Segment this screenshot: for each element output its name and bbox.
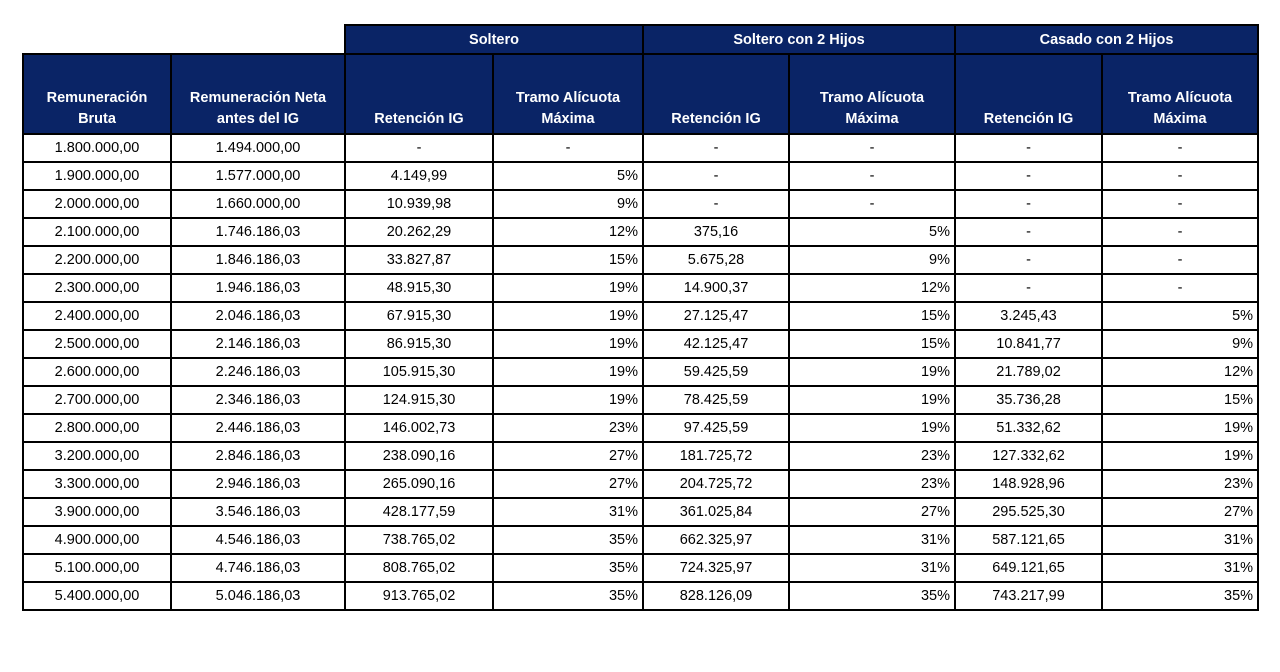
table-row bbox=[23, 246, 1258, 274]
cell-tramo-casado-2-hijos: - bbox=[1102, 134, 1258, 162]
cell-retencion-casado-2-hijos: 51.332,62 bbox=[955, 414, 1102, 442]
cell-tramo-soltero-2-hijos: 19% bbox=[789, 414, 955, 442]
cell-retencion-casado-2-hijos: - bbox=[955, 190, 1102, 218]
cell-tramo-soltero-2-hijos: 12% bbox=[789, 274, 955, 302]
cell-retencion-casado-2-hijos: 587.121,65 bbox=[955, 526, 1102, 554]
table-row bbox=[23, 218, 1258, 246]
cell-tramo-soltero: 19% bbox=[493, 386, 643, 414]
cell-tramo-casado-2-hijos: 31% bbox=[1102, 554, 1258, 582]
cell-retencion-soltero-2-hijos: 97.425,59 bbox=[643, 414, 789, 442]
cell-retencion-soltero-2-hijos: 27.125,47 bbox=[643, 302, 789, 330]
cell-remuneracion-bruta: 3.200.000,00 bbox=[23, 442, 171, 470]
cell-remuneracion-neta: 2.146.186,03 bbox=[171, 330, 345, 358]
table-row bbox=[23, 330, 1258, 358]
cell-retencion-soltero-2-hijos: 181.725,72 bbox=[643, 442, 789, 470]
group-header-blank bbox=[23, 25, 345, 54]
group-header-soltero-2-hijos: Soltero con 2 Hijos bbox=[643, 25, 955, 54]
cell-tramo-casado-2-hijos: 23% bbox=[1102, 470, 1258, 498]
cell-tramo-casado-2-hijos: 5% bbox=[1102, 302, 1258, 330]
group-header-casado-2-hijos: Casado con 2 Hijos bbox=[955, 25, 1258, 54]
cell-remuneracion-neta: 1.577.000,00 bbox=[171, 162, 345, 190]
cell-tramo-soltero-2-hijos: 19% bbox=[789, 386, 955, 414]
cell-remuneracion-neta: 1.946.186,03 bbox=[171, 274, 345, 302]
cell-tramo-casado-2-hijos: 31% bbox=[1102, 526, 1258, 554]
cell-retencion-casado-2-hijos: 3.245,43 bbox=[955, 302, 1102, 330]
cell-remuneracion-bruta: 2.300.000,00 bbox=[23, 274, 171, 302]
column-header-remuneracion-bruta: Remuneración Bruta bbox=[23, 54, 171, 134]
cell-tramo-casado-2-hijos: - bbox=[1102, 190, 1258, 218]
table-row bbox=[23, 386, 1258, 414]
cell-remuneracion-neta: 5.046.186,03 bbox=[171, 582, 345, 610]
cell-remuneracion-bruta: 2.700.000,00 bbox=[23, 386, 171, 414]
cell-retencion-casado-2-hijos: 127.332,62 bbox=[955, 442, 1102, 470]
cell-tramo-soltero-2-hijos: 5% bbox=[789, 218, 955, 246]
cell-tramo-casado-2-hijos: 19% bbox=[1102, 442, 1258, 470]
cell-tramo-soltero-2-hijos: 35% bbox=[789, 582, 955, 610]
cell-remuneracion-neta: 2.246.186,03 bbox=[171, 358, 345, 386]
cell-tramo-soltero: 5% bbox=[493, 162, 643, 190]
cell-retencion-soltero: 738.765,02 bbox=[345, 526, 493, 554]
cell-remuneracion-neta: 3.546.186,03 bbox=[171, 498, 345, 526]
cell-retencion-soltero-2-hijos: 361.025,84 bbox=[643, 498, 789, 526]
table-row bbox=[23, 498, 1258, 526]
cell-tramo-casado-2-hijos: - bbox=[1102, 274, 1258, 302]
cell-retencion-soltero: 146.002,73 bbox=[345, 414, 493, 442]
table-row bbox=[23, 190, 1258, 218]
cell-remuneracion-bruta: 4.900.000,00 bbox=[23, 526, 171, 554]
cell-remuneracion-neta: 4.746.186,03 bbox=[171, 554, 345, 582]
cell-tramo-casado-2-hijos: 19% bbox=[1102, 414, 1258, 442]
cell-retencion-soltero-2-hijos: 662.325,97 bbox=[643, 526, 789, 554]
income-tax-table bbox=[22, 24, 1259, 611]
cell-remuneracion-neta: 1.746.186,03 bbox=[171, 218, 345, 246]
cell-tramo-soltero: 9% bbox=[493, 190, 643, 218]
cell-retencion-soltero-2-hijos: 828.126,09 bbox=[643, 582, 789, 610]
cell-retencion-soltero: 808.765,02 bbox=[345, 554, 493, 582]
cell-tramo-soltero-2-hijos: - bbox=[789, 162, 955, 190]
cell-retencion-casado-2-hijos: - bbox=[955, 162, 1102, 190]
cell-retencion-casado-2-hijos: - bbox=[955, 218, 1102, 246]
cell-remuneracion-bruta: 5.400.000,00 bbox=[23, 582, 171, 610]
cell-remuneracion-neta: 1.660.000,00 bbox=[171, 190, 345, 218]
cell-remuneracion-neta: 1.846.186,03 bbox=[171, 246, 345, 274]
cell-tramo-soltero: 35% bbox=[493, 526, 643, 554]
cell-tramo-soltero: 35% bbox=[493, 582, 643, 610]
cell-retencion-casado-2-hijos: 35.736,28 bbox=[955, 386, 1102, 414]
cell-retencion-soltero-2-hijos: - bbox=[643, 162, 789, 190]
cell-remuneracion-neta: 2.946.186,03 bbox=[171, 470, 345, 498]
cell-retencion-casado-2-hijos: - bbox=[955, 134, 1102, 162]
cell-retencion-soltero-2-hijos: 5.675,28 bbox=[643, 246, 789, 274]
cell-retencion-soltero: 10.939,98 bbox=[345, 190, 493, 218]
cell-tramo-soltero-2-hijos: 15% bbox=[789, 330, 955, 358]
cell-tramo-casado-2-hijos: 35% bbox=[1102, 582, 1258, 610]
table-row bbox=[23, 554, 1258, 582]
cell-retencion-casado-2-hijos: 148.928,96 bbox=[955, 470, 1102, 498]
cell-tramo-soltero-2-hijos: - bbox=[789, 190, 955, 218]
cell-remuneracion-bruta: 2.500.000,00 bbox=[23, 330, 171, 358]
cell-tramo-soltero: 19% bbox=[493, 358, 643, 386]
cell-retencion-casado-2-hijos: 295.525,30 bbox=[955, 498, 1102, 526]
table-row bbox=[23, 274, 1258, 302]
cell-remuneracion-bruta: 1.900.000,00 bbox=[23, 162, 171, 190]
cell-tramo-casado-2-hijos: 15% bbox=[1102, 386, 1258, 414]
cell-tramo-soltero: 31% bbox=[493, 498, 643, 526]
cell-tramo-casado-2-hijos: - bbox=[1102, 162, 1258, 190]
cell-retencion-soltero-2-hijos: 59.425,59 bbox=[643, 358, 789, 386]
cell-tramo-soltero-2-hijos: 23% bbox=[789, 442, 955, 470]
cell-retencion-soltero-2-hijos: 14.900,37 bbox=[643, 274, 789, 302]
cell-retencion-soltero: 238.090,16 bbox=[345, 442, 493, 470]
table-row bbox=[23, 302, 1258, 330]
cell-retencion-soltero: 4.149,99 bbox=[345, 162, 493, 190]
cell-tramo-casado-2-hijos: - bbox=[1102, 218, 1258, 246]
cell-tramo-soltero: - bbox=[493, 134, 643, 162]
table-body bbox=[23, 134, 1258, 610]
cell-remuneracion-neta: 2.846.186,03 bbox=[171, 442, 345, 470]
cell-tramo-soltero: 35% bbox=[493, 554, 643, 582]
cell-retencion-casado-2-hijos: 743.217,99 bbox=[955, 582, 1102, 610]
cell-retencion-soltero-2-hijos: - bbox=[643, 190, 789, 218]
cell-tramo-casado-2-hijos: - bbox=[1102, 246, 1258, 274]
cell-tramo-casado-2-hijos: 12% bbox=[1102, 358, 1258, 386]
cell-retencion-casado-2-hijos: 10.841,77 bbox=[955, 330, 1102, 358]
cell-retencion-soltero: 265.090,16 bbox=[345, 470, 493, 498]
cell-remuneracion-bruta: 2.600.000,00 bbox=[23, 358, 171, 386]
cell-tramo-soltero-2-hijos: 31% bbox=[789, 554, 955, 582]
table-row bbox=[23, 358, 1258, 386]
cell-remuneracion-neta: 2.446.186,03 bbox=[171, 414, 345, 442]
table-row bbox=[23, 442, 1258, 470]
column-header-retencion-soltero-2-hijos: Retención IG bbox=[643, 54, 789, 134]
cell-retencion-casado-2-hijos: 21.789,02 bbox=[955, 358, 1102, 386]
cell-retencion-soltero-2-hijos: 78.425,59 bbox=[643, 386, 789, 414]
cell-retencion-soltero: 428.177,59 bbox=[345, 498, 493, 526]
cell-remuneracion-bruta: 2.800.000,00 bbox=[23, 414, 171, 442]
cell-remuneracion-bruta: 5.100.000,00 bbox=[23, 554, 171, 582]
cell-remuneracion-bruta: 2.100.000,00 bbox=[23, 218, 171, 246]
table-row bbox=[23, 134, 1258, 162]
table-row bbox=[23, 526, 1258, 554]
cell-tramo-soltero: 19% bbox=[493, 330, 643, 358]
cell-retencion-soltero: 124.915,30 bbox=[345, 386, 493, 414]
table-row bbox=[23, 414, 1258, 442]
cell-remuneracion-neta: 4.546.186,03 bbox=[171, 526, 345, 554]
cell-tramo-soltero: 19% bbox=[493, 274, 643, 302]
column-header-row bbox=[23, 54, 1258, 134]
cell-retencion-soltero: 105.915,30 bbox=[345, 358, 493, 386]
table-row bbox=[23, 162, 1258, 190]
cell-tramo-soltero: 23% bbox=[493, 414, 643, 442]
cell-remuneracion-bruta: 3.900.000,00 bbox=[23, 498, 171, 526]
cell-remuneracion-bruta: 2.200.000,00 bbox=[23, 246, 171, 274]
cell-tramo-soltero: 27% bbox=[493, 442, 643, 470]
cell-tramo-soltero-2-hijos: 19% bbox=[789, 358, 955, 386]
cell-retencion-soltero-2-hijos: 724.325,97 bbox=[643, 554, 789, 582]
cell-retencion-soltero: 20.262,29 bbox=[345, 218, 493, 246]
cell-remuneracion-bruta: 2.000.000,00 bbox=[23, 190, 171, 218]
cell-tramo-soltero-2-hijos: 9% bbox=[789, 246, 955, 274]
cell-remuneracion-bruta: 2.400.000,00 bbox=[23, 302, 171, 330]
group-header-row bbox=[23, 25, 1258, 54]
cell-retencion-soltero: 67.915,30 bbox=[345, 302, 493, 330]
cell-tramo-soltero: 12% bbox=[493, 218, 643, 246]
cell-tramo-soltero: 15% bbox=[493, 246, 643, 274]
cell-retencion-soltero: - bbox=[345, 134, 493, 162]
cell-retencion-casado-2-hijos: - bbox=[955, 246, 1102, 274]
cell-retencion-soltero: 913.765,02 bbox=[345, 582, 493, 610]
cell-retencion-soltero-2-hijos: - bbox=[643, 134, 789, 162]
cell-tramo-soltero: 19% bbox=[493, 302, 643, 330]
table-row bbox=[23, 582, 1258, 610]
cell-remuneracion-neta: 2.046.186,03 bbox=[171, 302, 345, 330]
cell-retencion-soltero: 48.915,30 bbox=[345, 274, 493, 302]
cell-tramo-soltero: 27% bbox=[493, 470, 643, 498]
cell-remuneracion-neta: 2.346.186,03 bbox=[171, 386, 345, 414]
column-header-retencion-soltero: Retención IG bbox=[345, 54, 493, 134]
cell-remuneracion-bruta: 3.300.000,00 bbox=[23, 470, 171, 498]
cell-tramo-soltero-2-hijos: 23% bbox=[789, 470, 955, 498]
cell-retencion-soltero-2-hijos: 42.125,47 bbox=[643, 330, 789, 358]
cell-retencion-casado-2-hijos: - bbox=[955, 274, 1102, 302]
cell-retencion-soltero-2-hijos: 375,16 bbox=[643, 218, 789, 246]
cell-retencion-soltero-2-hijos: 204.725,72 bbox=[643, 470, 789, 498]
cell-tramo-soltero-2-hijos: 27% bbox=[789, 498, 955, 526]
cell-tramo-soltero-2-hijos: 15% bbox=[789, 302, 955, 330]
cell-retencion-casado-2-hijos: 649.121,65 bbox=[955, 554, 1102, 582]
column-header-remuneracion-neta: Remuneración Neta antes del IG bbox=[171, 54, 345, 134]
cell-remuneracion-neta: 1.494.000,00 bbox=[171, 134, 345, 162]
cell-tramo-soltero-2-hijos: - bbox=[789, 134, 955, 162]
group-header-soltero: Soltero bbox=[345, 25, 643, 54]
cell-retencion-soltero: 86.915,30 bbox=[345, 330, 493, 358]
column-header-tramo-soltero: Tramo Alícuota Máxima bbox=[493, 54, 643, 134]
cell-tramo-soltero-2-hijos: 31% bbox=[789, 526, 955, 554]
table-row bbox=[23, 470, 1258, 498]
cell-remuneracion-bruta: 1.800.000,00 bbox=[23, 134, 171, 162]
cell-tramo-casado-2-hijos: 27% bbox=[1102, 498, 1258, 526]
column-header-retencion-casado-2-hijos: Retención IG bbox=[955, 54, 1102, 134]
column-header-tramo-soltero-2-hijos: Tramo Alícuota Máxima bbox=[789, 54, 955, 134]
column-header-tramo-casado-2-hijos: Tramo Alícuota Máxima bbox=[1102, 54, 1258, 134]
cell-tramo-casado-2-hijos: 9% bbox=[1102, 330, 1258, 358]
cell-retencion-soltero: 33.827,87 bbox=[345, 246, 493, 274]
